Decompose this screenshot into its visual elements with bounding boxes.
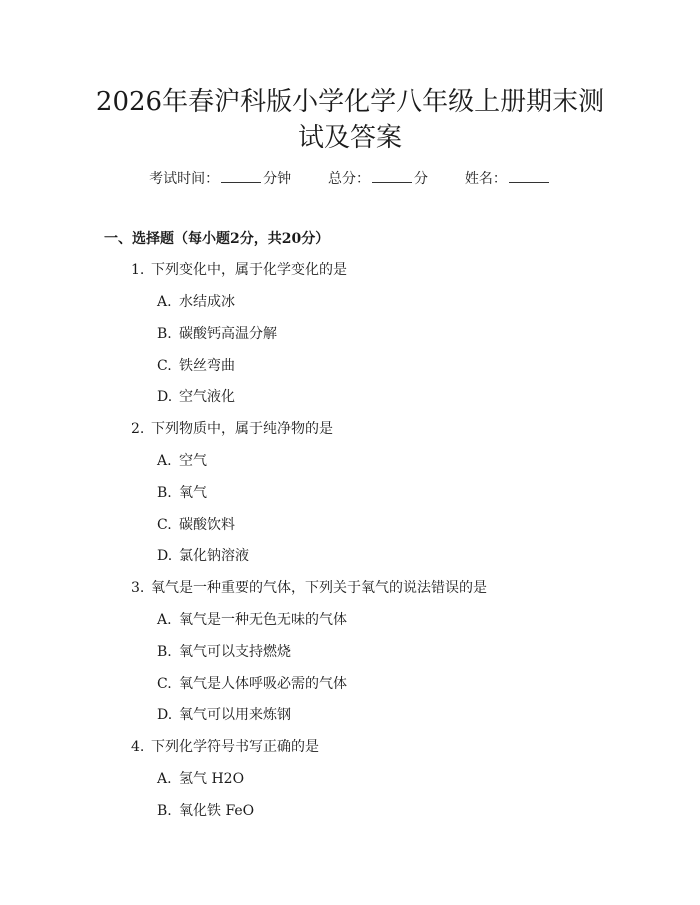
option-letter: D. <box>157 389 173 405</box>
question-4 <box>131 737 319 757</box>
option-text: 碳酸钙高温分解 <box>179 326 277 342</box>
exam-time-blank <box>221 168 261 183</box>
question-1-option-b <box>157 324 277 344</box>
exam-title-line2: 试及答案 <box>297 123 402 153</box>
option-letter: C. <box>157 676 172 692</box>
question-3 <box>131 578 487 598</box>
option-text: 氯化钠溶液 <box>179 548 249 564</box>
option-text: 水结成冰 <box>179 294 235 310</box>
question-text: 下列物质中，属于纯净物的是 <box>151 421 333 437</box>
option-letter: A. <box>157 453 172 469</box>
question-1 <box>131 260 347 280</box>
question-4-option-b <box>157 801 254 821</box>
question-number: 1. <box>131 262 145 278</box>
question-3-option-b <box>157 642 291 662</box>
question-4-option-a <box>157 769 244 789</box>
option-letter: B. <box>157 644 172 660</box>
option-letter: D. <box>157 548 173 564</box>
exam-time-label: 考试时间： <box>149 171 220 187</box>
total-score-label: 总分： <box>328 171 370 187</box>
question-2 <box>131 419 333 439</box>
student-name-label: 姓名： <box>464 171 507 187</box>
question-text: 氧气是一种重要的气体，下列关于氧气的说法错误的是 <box>151 580 487 596</box>
exam-title-line1: 2026年春沪科版小学化学八年级上册期末测 <box>95 87 605 117</box>
option-letter: B. <box>157 803 172 819</box>
total-score-blank <box>372 168 412 183</box>
option-text: 氧气可以用来炼钢 <box>179 707 291 723</box>
question-text: 下列化学符号书写正确的是 <box>151 739 319 755</box>
option-text: 空气 <box>179 453 207 469</box>
option-text: 碳酸饮料 <box>179 517 235 533</box>
question-text: 下列变化中，属于化学变化的是 <box>151 262 347 278</box>
question-3-option-c <box>157 674 347 694</box>
question-3-option-a <box>157 610 347 630</box>
option-letter: C. <box>157 358 172 374</box>
total-score-unit: 分 <box>414 171 428 187</box>
option-text: 氧气可以支持燃烧 <box>179 644 291 660</box>
option-text: 氧气 <box>179 485 207 501</box>
option-letter: A. <box>157 612 172 628</box>
question-2-option-b <box>157 483 207 503</box>
option-text: 氧化铁 FeO <box>179 803 255 819</box>
option-letter: B. <box>157 326 172 342</box>
section-title-multiple-choice: 一、选择题（每小题2分，共20分） <box>104 231 330 247</box>
option-text: 氧气是人体呼吸必需的气体 <box>179 676 347 692</box>
question-number: 4. <box>131 739 145 755</box>
question-number: 3. <box>131 580 145 596</box>
question-number: 2. <box>131 421 145 437</box>
total-score-field <box>328 168 428 189</box>
question-2-option-c <box>157 515 235 535</box>
question-3-option-d <box>157 705 291 725</box>
exam-time-unit: 分钟 <box>263 171 292 187</box>
option-letter: A. <box>157 771 172 787</box>
option-letter: C. <box>157 517 172 533</box>
exam-time-field <box>149 168 291 189</box>
question-2-option-a <box>157 451 207 471</box>
option-text: 氢气 H2O <box>179 771 245 787</box>
option-text: 氧气是一种无色无味的气体 <box>179 612 347 628</box>
question-1-option-a <box>157 292 235 312</box>
student-name-blank <box>509 168 549 183</box>
option-text: 铁丝弯曲 <box>179 358 235 374</box>
option-text: 空气液化 <box>179 389 235 405</box>
student-name-field <box>465 168 551 189</box>
option-letter: D. <box>157 707 173 723</box>
exam-info-row <box>0 168 700 189</box>
option-letter: A. <box>157 294 172 310</box>
question-1-option-c <box>157 356 235 376</box>
option-letter: B. <box>157 485 172 501</box>
question-1-option-d <box>157 387 235 407</box>
question-2-option-d <box>157 546 249 566</box>
